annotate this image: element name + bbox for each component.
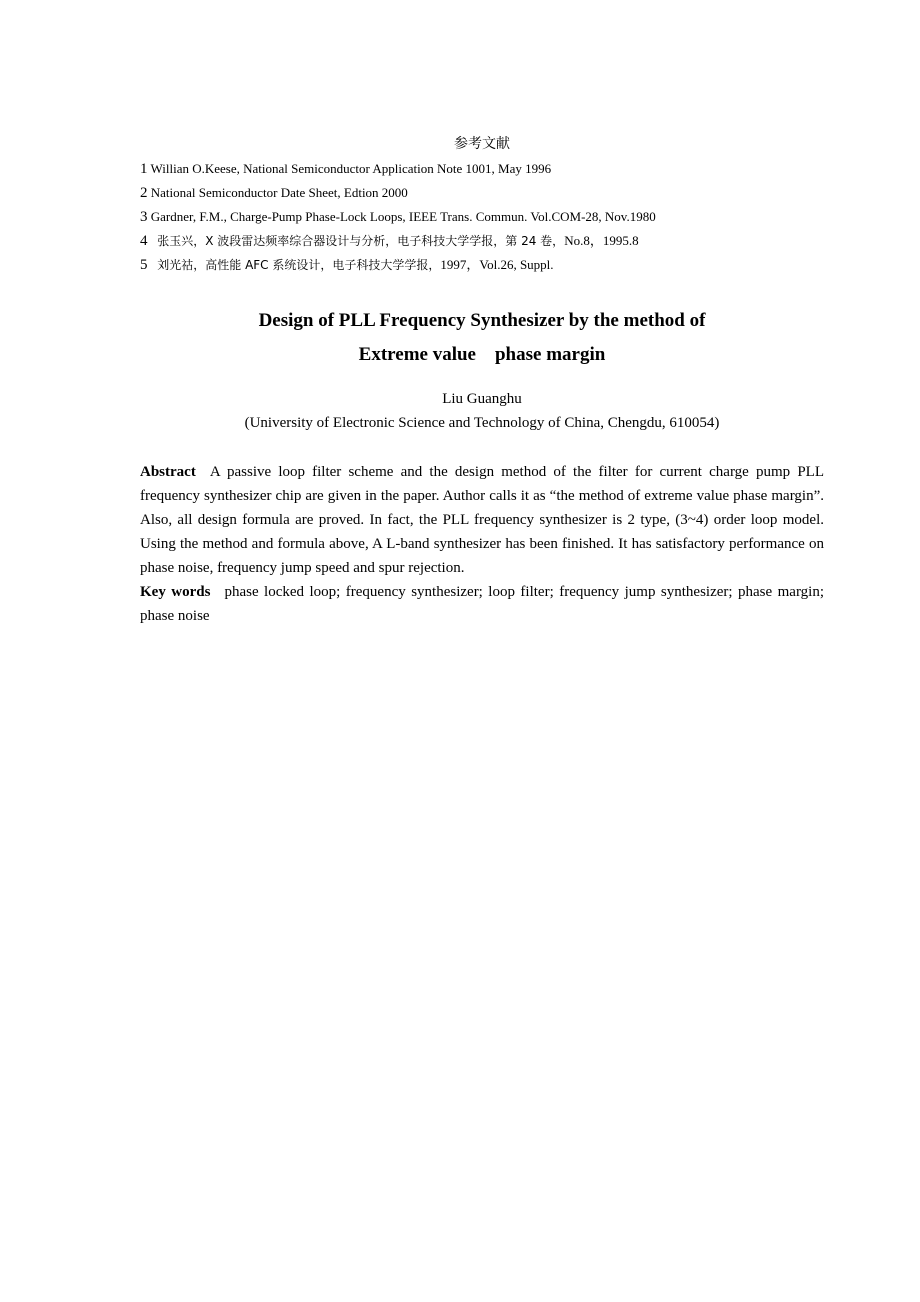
reference-item xyxy=(140,232,840,250)
reference-item xyxy=(140,208,840,226)
abstract-paragraph xyxy=(140,460,824,580)
reference-number: 1 xyxy=(140,161,148,177)
reference-number: 5 xyxy=(140,257,148,273)
abstract-text: A passive loop filter scheme and the design method of the filter for current charge pump PLL frequency synthesizer chip are given in the paper. Author calls it as “the method of extreme value phase margin”. Also, all design formula are proved. In fact, the PLL frequency synthesizer is 2 type, (3~4) order loop model. Using the method and formula above, A L-band synthesizer has been finished. It has satisfactory performance on phase noise, frequency jump speed and spur rejection. xyxy=(140,464,824,576)
reference-text-cjk: 刘光祜，高性能 AFC 系统设计，电子科技大学学报， xyxy=(157,258,441,272)
keywords-label: Key words xyxy=(140,584,211,600)
reference-text: National Semiconductor Date Sheet, Edtion 2000 xyxy=(150,185,408,200)
keywords-paragraph xyxy=(140,580,824,628)
abstract-label: Abstract xyxy=(140,464,196,480)
reference-number: 3 xyxy=(140,209,148,225)
keywords-text: phase locked loop; frequency synthesizer; loop filter; frequency jump synthesizer; phase margin; phase noise xyxy=(140,584,824,624)
reference-item xyxy=(140,256,840,274)
author-name: Liu Guanghu xyxy=(442,391,522,407)
reference-number: 4 xyxy=(140,233,148,249)
reference-item xyxy=(140,160,840,178)
reference-text: Willian O.Keese, National Semiconductor Application Note 1001, May 1996 xyxy=(150,161,552,176)
reference-number: 2 xyxy=(140,185,148,201)
reference-item xyxy=(140,184,840,202)
reference-text: No.8，1995.8 xyxy=(564,233,639,248)
paper-title-line-1: Design of PLL Frequency Synthesizer by the method of xyxy=(258,310,706,331)
reference-text: Gardner, F.M., Charge-Pump Phase-Lock Loops, IEEE Trans. Commun. Vol.COM-28, Nov.1980 xyxy=(150,209,656,224)
author-affiliation: (University of Electronic Science and Technology of China, Chengdu, 610054) xyxy=(244,415,720,431)
references-heading: 参考文献 xyxy=(454,136,510,152)
paper-title-line-2: Extreme value phase margin xyxy=(358,344,606,365)
reference-text-cjk: 张玉兴，X 波段雷达频率综合器设计与分析，电子科技大学学报，第 24 卷， xyxy=(157,234,565,248)
reference-text: 1997，Vol.26, Suppl. xyxy=(440,257,554,272)
